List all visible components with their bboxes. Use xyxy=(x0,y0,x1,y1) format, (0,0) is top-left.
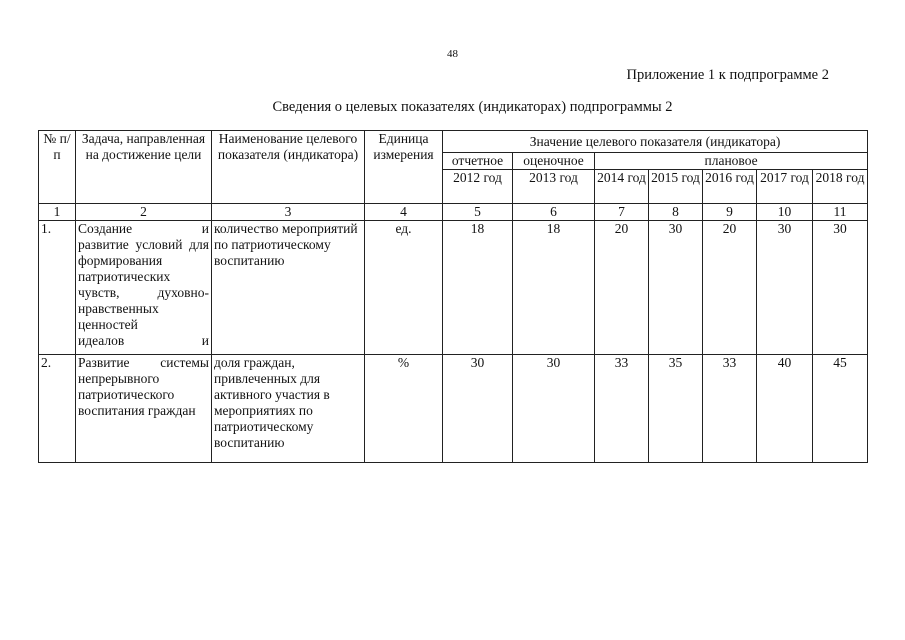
row-value-2015: 30 xyxy=(649,221,703,355)
header-year-2017: 2017 год xyxy=(757,170,813,204)
header-task: Задача, направленная на достижение цели xyxy=(76,131,212,204)
col-number: 11 xyxy=(813,204,868,221)
row-value-2017: 40 xyxy=(757,355,813,463)
row-task: Развитие системы непрерывного патриотического воспитания граждан xyxy=(76,355,212,463)
row-value-2016: 33 xyxy=(703,355,757,463)
header-estimated: оценочное xyxy=(513,153,595,170)
col-number: 4 xyxy=(365,204,443,221)
indicators-table xyxy=(38,130,868,463)
header-indicator: Наименование целевого показателя (индикатора) xyxy=(212,131,365,204)
task-line: развитие условий для формирования патриотических чувств, духовно-нравственных ценностей xyxy=(78,237,209,332)
table-row xyxy=(39,221,868,355)
header-year-2013: 2013 год xyxy=(513,170,595,204)
col-number: 8 xyxy=(649,204,703,221)
row-unit: ед. xyxy=(365,221,443,355)
row-value-2015: 35 xyxy=(649,355,703,463)
header-value-group: Значение целевого показателя (индикатора) xyxy=(443,131,868,153)
header-year-2014: 2014 год xyxy=(595,170,649,204)
col-number: 10 xyxy=(757,204,813,221)
row-unit: % xyxy=(365,355,443,463)
task-line: и xyxy=(201,221,209,236)
header-year-2012: 2012 год xyxy=(443,170,513,204)
header-planned: плановое xyxy=(595,153,868,170)
row-num: 2. xyxy=(39,355,76,463)
row-value-2013: 18 xyxy=(513,221,595,355)
header-year-2016: 2016 год xyxy=(703,170,757,204)
row-indicator: количество мероприятий по патриотическому воспитанию xyxy=(212,221,365,355)
row-indicator: доля граждан, привлеченных для активного участия в мероприятиях по патриотическому воспитанию xyxy=(212,355,365,463)
row-num: 1. xyxy=(39,221,76,355)
header-row-1 xyxy=(39,131,868,153)
task-line: Создание xyxy=(78,221,133,236)
row-value-2012: 30 xyxy=(443,355,513,463)
row-task xyxy=(76,221,212,355)
row-value-2017: 30 xyxy=(757,221,813,355)
col-number: 5 xyxy=(443,204,513,221)
table-row xyxy=(39,355,868,463)
row-value-2013: 30 xyxy=(513,355,595,463)
appendix-note: Приложение 1 к подпрограмме 2 xyxy=(626,67,829,83)
page-number: 48 xyxy=(447,48,458,60)
col-number: 6 xyxy=(513,204,595,221)
header-year-2018: 2018 год xyxy=(813,170,868,204)
column-numbers-row xyxy=(39,204,868,221)
header-year-2015: 2015 год xyxy=(649,170,703,204)
task-line: и xyxy=(201,333,209,348)
col-number: 7 xyxy=(595,204,649,221)
row-value-2012: 18 xyxy=(443,221,513,355)
row-value-2014: 33 xyxy=(595,355,649,463)
task-line: идеалов xyxy=(78,333,125,348)
header-num: № п/п xyxy=(39,131,76,204)
row-value-2018: 45 xyxy=(813,355,868,463)
col-number: 1 xyxy=(39,204,76,221)
col-number: 3 xyxy=(212,204,365,221)
row-value-2016: 20 xyxy=(703,221,757,355)
table-heading: Сведения о целевых показателях (индикаторах) подпрограммы 2 xyxy=(272,99,673,115)
col-number: 9 xyxy=(703,204,757,221)
header-unit: Единица измерения xyxy=(365,131,443,204)
row-value-2018: 30 xyxy=(813,221,868,355)
header-reporting: отчетное xyxy=(443,153,513,170)
row-value-2014: 20 xyxy=(595,221,649,355)
col-number: 2 xyxy=(76,204,212,221)
